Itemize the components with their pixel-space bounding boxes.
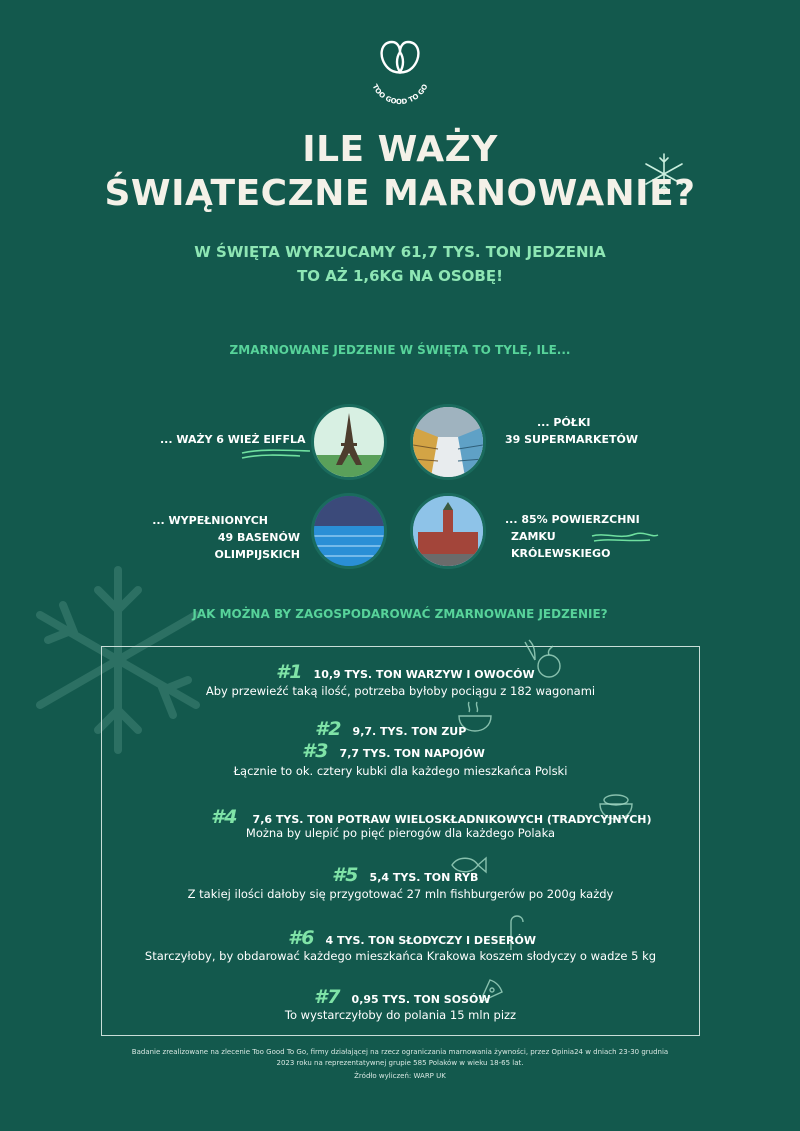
shelves-text <box>505 414 645 448</box>
uses-heading: JAK MOŻNA BY ZAGOSPODAROWAĆ ZMARNOWANE JEDZENIE? <box>192 607 608 621</box>
footnote-line-1: Badanie zrealizowane na zlecenie Too Good To Go, firmy działającej na rzecz ograniczania marnowania żywności, przez Opinia24 w dniach 23-30 grudnia <box>131 1048 669 1056</box>
too-good-to-go-logo <box>360 28 440 108</box>
use-item-title: 7,7 TYS. TON NAPOJÓW <box>339 747 485 760</box>
use-item-title: 10,9 TYS. TON WARZYW I OWOCÓW <box>313 668 535 681</box>
castle-line-2: ZAMKU KRÓLEWSKIEGO <box>511 530 611 560</box>
rank-label: #7 <box>314 986 341 1008</box>
footnote-source: Źródło wyliczeń: WARP UK <box>354 1072 446 1080</box>
rank-label: #6 <box>288 927 315 949</box>
comparisons-heading: ZMARNOWANE JEDZENIE W ŚWIĘTA TO TYLE, ILE... <box>229 343 571 357</box>
uses-box <box>101 646 700 1036</box>
title-line-1: ILE WAŻY <box>302 129 498 170</box>
use-item-title: 0,95 TYS. TON SOSÓW <box>351 993 491 1006</box>
pools-line-2: 49 BASENÓW OLIMPIJSKICH <box>214 531 300 561</box>
underline-squiggle-icon <box>590 530 660 544</box>
subtitle-line-2: TO AŻ 1,6KG NA OSOBĘ! <box>297 267 503 285</box>
use-item-title: 4 TYS. TON SŁODYCZY I DESERÓW <box>325 934 536 947</box>
subtitle-line-1: W ŚWIĘTA WYRZUCAMY 61,7 TYS. TON JEDZENIA <box>194 243 606 261</box>
use-item-desc: Starczyłoby, by obdarować każdego mieszkańca Krakowa koszem słodyczy o wadze 5 kg <box>144 949 657 963</box>
royal-castle-image <box>410 493 486 569</box>
use-item-3-header <box>302 740 485 765</box>
use-item-desc: Łącznie to ok. cztery kubki dla każdego mieszkańca Polski <box>233 764 568 778</box>
shelves-line-1: ... PÓŁKI <box>537 416 591 429</box>
underline-squiggle-icon <box>240 448 312 460</box>
rank-label: #4 <box>211 806 238 828</box>
use-item-desc: Z takiej ilości dałoby się przygotować 27 mln fishburgerów po 200g każdy <box>187 887 614 901</box>
olympic-pool-image <box>311 493 387 569</box>
rank-label: #5 <box>332 864 359 886</box>
rank-label: #1 <box>276 661 303 683</box>
castle-line-1: ... 85% POWIERZCHNI <box>505 513 640 526</box>
use-item-desc: Można by ulepić po pięć pierogów dla każdego Polaka <box>245 826 556 840</box>
use-item-title: 5,4 TYS. TON RYB <box>369 871 479 884</box>
eiffel-text: ... WAŻY 6 WIEŻ EIFFLA <box>160 433 306 446</box>
pools-text <box>140 512 300 563</box>
shelves-line-2: 39 SUPERMARKETÓW <box>505 433 638 446</box>
use-item-title: 9,7. TYS. TON ZUP <box>352 725 467 738</box>
use-item-desc: Aby przewieźć taką ilość, potrzeba byłoby pociągu z 182 wagonami <box>205 684 596 698</box>
supermarket-shelves-image <box>410 404 486 480</box>
title-line-2: ŚWIĄTECZNE MARNOWANIE? <box>104 173 696 214</box>
pools-line-1: ... WYPEŁNIONYCH <box>152 514 268 527</box>
svg-text:TOO GOOD TO GO: TOO GOOD TO GO <box>370 82 430 107</box>
use-item-title: 7,6 TYS. TON POTRAW WIELOSKŁADNIKOWYCH (TRADYCYJNYCH) <box>252 813 652 826</box>
footnote-line-2: 2023 roku na reprezentatywnej grupie 585 Polaków w wieku 18-65 lat. <box>276 1059 524 1067</box>
eiffel-tower-image <box>311 404 387 480</box>
rank-label: #3 <box>302 740 329 762</box>
rank-label: #2 <box>315 718 342 740</box>
use-item-desc: To wystarczyłoby do polania 15 mln pizz <box>284 1008 517 1022</box>
